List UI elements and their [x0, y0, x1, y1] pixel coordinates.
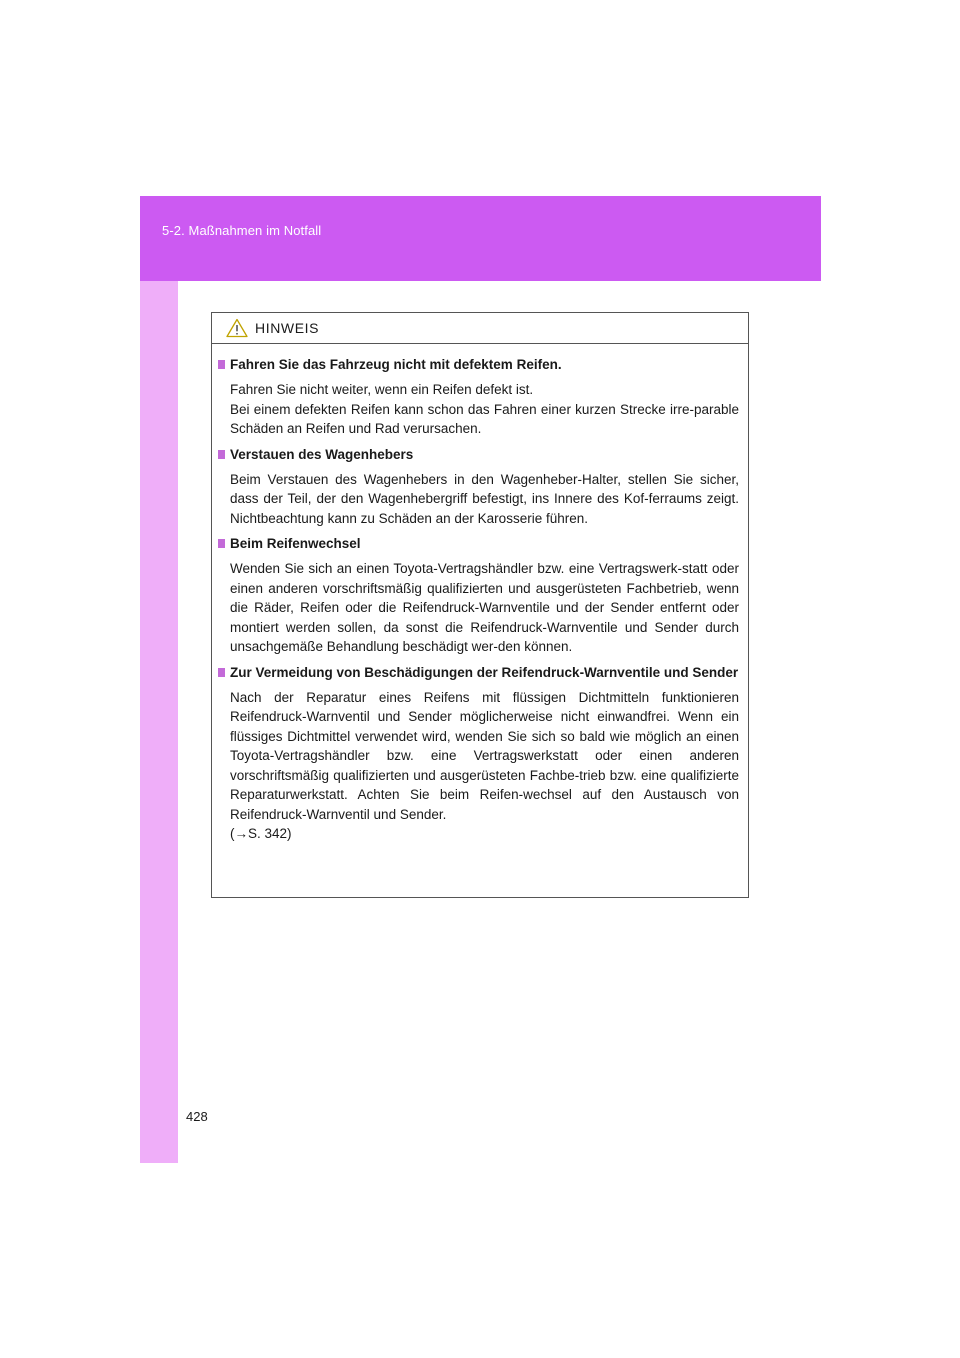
notice-item	[218, 445, 739, 529]
item-heading-text: Beim Reifenwechsel	[230, 536, 361, 551]
item-text	[230, 559, 739, 657]
section-label: 5-2. Maßnahmen im Notfall	[162, 223, 322, 238]
notice-item	[218, 534, 739, 657]
item-text	[230, 688, 739, 844]
square-bullet-icon	[218, 450, 225, 459]
item-heading	[218, 534, 739, 553]
notice-box	[211, 312, 749, 898]
item-heading	[218, 445, 739, 464]
square-bullet-icon	[218, 668, 225, 677]
section-header-band	[140, 196, 821, 281]
page-reference: (→S. 342)	[230, 826, 292, 841]
square-bullet-icon	[218, 539, 225, 548]
notice-item	[218, 663, 739, 844]
item-paragraph: Wenden Sie sich an einen Toyota-Vertragshändler bzw. eine Vertragswerk-statt oder einen anderen vorschriftsmäßig qualifizierten und ausgerüsteten Fachbetrieb, wenn die Räder, Reifen oder die Reifendruck-Warnventile und der Sender entfernt oder montiert werden sollen, da sonst die Reifendruck-Warnventile und Sender durch unsachgemäße Behandlung beschädigt wer-den können.	[230, 561, 739, 654]
page-number: 428	[186, 1109, 208, 1124]
item-heading-text: Fahren Sie das Fahrzeug nicht mit defektem Reifen.	[230, 357, 562, 372]
notice-body	[212, 344, 748, 844]
warning-triangle-icon	[226, 318, 248, 338]
item-paragraph: Bei einem defekten Reifen kann schon das Fahren einer kurzen Strecke irre-parable Schäden an Reifen und Rad verursachen.	[230, 401, 739, 436]
notice-title: HINWEIS	[255, 320, 320, 336]
item-paragraph: Nach der Reparatur eines Reifens mit flüssigen Dichtmitteln funktionieren Reifendruck-Warnventil und Sender möglicherweise nicht einwandfrei. Wenn ein flüssiges Dichtmittel verwendet wird, wenden Sie sich so bald wie möglich an einen Toyota-Vertragshändler bzw. eine Vertragswerkstatt oder einen anderen vorschriftsmäßig qualifizierten und ausgerüsteten Fachbe-trieb bzw. eine qualifizierte Reparaturwerkstatt. Achten Sie beim Reifen-wechsel auf den Austausch von Reifendruck-Warnventil und Sender.	[230, 689, 739, 822]
item-paragraph: Beim Verstauen des Wagenhebers in den Wagenheber-Halter, stellen Sie sicher, dass der Teil, der den Wagenhebergriff befestigt, ins Innere des Kof-ferraums zeigt. Nichtbeachtung kann zu Schäden an der Karosserie führen.	[230, 471, 739, 526]
item-heading-text: Zur Vermeidung von Beschädigungen der Reifendruck-Warnventile und Sender	[230, 664, 739, 680]
item-heading	[218, 355, 739, 374]
item-text	[230, 470, 739, 529]
item-heading	[218, 663, 739, 682]
notice-item	[218, 355, 739, 439]
square-bullet-icon	[218, 360, 225, 369]
item-heading-text: Verstauen des Wagenhebers	[230, 446, 414, 462]
item-text	[230, 380, 739, 439]
notice-header	[212, 313, 748, 344]
side-band	[140, 281, 178, 1163]
item-paragraph: Fahren Sie nicht weiter, wenn ein Reifen defekt ist.	[230, 382, 534, 397]
